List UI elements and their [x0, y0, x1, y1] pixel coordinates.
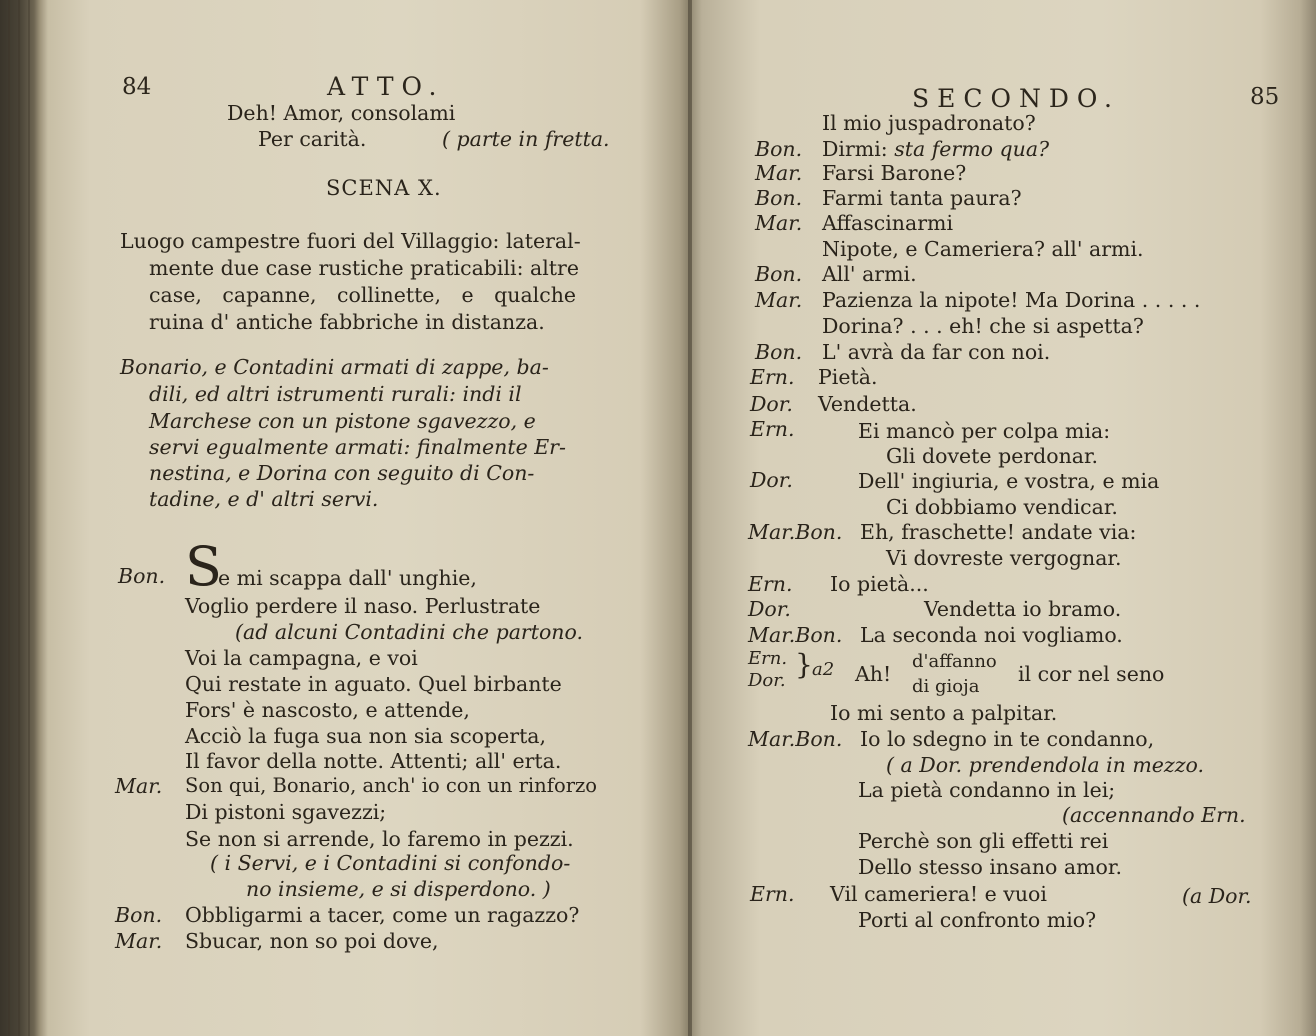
- stage-direction: (ad alcuni Contadini che partono.: [235, 620, 583, 644]
- speaker-label: Dor.: [750, 392, 793, 416]
- characters-line: servi egualmente armati: finalmente Er-: [149, 435, 566, 459]
- running-head: ATTO.: [327, 72, 445, 101]
- dialogue-line: Son qui, Bonario, anch' io con un rinforzo: [185, 774, 598, 797]
- speaker-label: Bon.: [755, 186, 803, 210]
- dialogue-line: Eh, fraschette! andate via:: [860, 520, 1137, 544]
- speaker-label: Bon.: [118, 564, 166, 588]
- dialogue-line: Gli dovete perdonar.: [886, 444, 1099, 468]
- stage-direction: (accennando Ern.: [1062, 803, 1246, 827]
- speaker-label: Ern.: [750, 417, 795, 441]
- speaker-label: Bon.: [755, 137, 803, 161]
- dialogue-line: Qui restate in aguato. Quel birbante: [185, 672, 562, 696]
- dialogue-line: e mi scappa dall' unghie,: [218, 566, 477, 590]
- stage-direction: ( i Servi, e i Contadini si confondo-: [210, 851, 571, 875]
- speaker-label: Bon.: [755, 340, 803, 364]
- dialogue-line: il cor nel seno: [1018, 662, 1165, 686]
- verse-line: Deh! Amor, consolami: [227, 101, 456, 125]
- a2-marker: a2: [812, 659, 835, 680]
- dialogue-line: Perchè son gli effetti rei: [858, 829, 1109, 853]
- speaker-label: Bon.: [115, 903, 163, 927]
- option-line: d'affanno: [912, 651, 997, 672]
- speaker-label: Mar.: [755, 211, 803, 235]
- dialogue-line: Dorina? . . . eh! che si aspetta?: [822, 314, 1144, 338]
- dialogue-line: Farsi Barone?: [822, 161, 967, 185]
- speaker-label: Bon.: [755, 262, 803, 286]
- dialogue-line: Vi dovreste vergognar.: [886, 546, 1122, 570]
- stage-direction: no insieme, e si disperdono. ): [246, 877, 551, 901]
- right-page: [700, 0, 1300, 1036]
- dialogue-line: All' armi.: [822, 262, 917, 286]
- drop-cap: S: [185, 535, 222, 598]
- dialogue-line: Io pietà...: [830, 572, 929, 596]
- brace-glyph: }: [795, 648, 813, 681]
- dialogue-line: Pazienza la nipote! Ma Dorina . . . . .: [822, 288, 1201, 312]
- setting-line: case, capanne, collinette, e qualche: [149, 283, 577, 307]
- running-head: SECONDO.: [912, 84, 1120, 113]
- dialogue-line: Vendetta.: [818, 392, 917, 416]
- speaker-label: Mar.: [115, 774, 163, 798]
- speaker-label: Mar.Bon.: [748, 623, 843, 647]
- speaker-label: Mar.Bon.: [748, 727, 843, 751]
- setting-line: ruina d' antiche fabbriche in distanza.: [149, 310, 545, 334]
- stage-direction: (a Dor.: [1182, 884, 1252, 908]
- dialogue-line: Dell' ingiuria, e vostra, e mia: [858, 469, 1160, 493]
- page-number: 84: [122, 74, 152, 100]
- speaker-label: Mar.: [755, 288, 803, 312]
- dialogue-line: Io lo sdegno in te condanno,: [860, 727, 1155, 751]
- speaker-label: Ern.: [750, 365, 795, 389]
- left-page: [40, 0, 680, 1036]
- speaker-label: Dor.: [748, 670, 786, 691]
- dialogue-line: Obbligarmi a tacer, come un ragazzo?: [185, 903, 580, 927]
- dialogue-line: Ah!: [855, 662, 892, 686]
- verse-line: Per carità.: [258, 127, 367, 151]
- characters-line: nestina, e Dorina con seguito di Con-: [149, 461, 535, 485]
- characters-line: Bonario, e Contadini armati di zappe, ba-: [120, 355, 549, 379]
- speaker-label: Ern.: [748, 572, 793, 596]
- page-edge: [8, 0, 10, 1036]
- dialogue-line: Se non si arrende, lo faremo in pezzi.: [185, 827, 574, 851]
- stage-direction: ( parte in fretta.: [442, 127, 610, 151]
- dialogue-line: Vil cameriera! e vuoi: [830, 882, 1047, 906]
- stage-direction: ( a Dor. prendendola in mezzo.: [886, 753, 1205, 777]
- dialogue-line: Vendetta io bramo.: [924, 597, 1122, 621]
- speaker-label: Ern.: [750, 882, 795, 906]
- characters-line: dili, ed altri istrumenti rurali: indi il: [149, 382, 522, 406]
- dialogue-line: Nipote, e Cameriera? all' armi.: [822, 237, 1144, 261]
- gutter: [688, 0, 692, 1036]
- characters-line: Marchese con un pistone sgavezzo, e: [149, 409, 536, 433]
- dialogue-line: Il favor della notte. Attenti; all' erta.: [185, 749, 562, 773]
- dialogue-line: Voglio perdere il naso. Perlustrate: [185, 594, 541, 618]
- speaker-label: Ern.: [748, 648, 788, 669]
- setting-line: mente due case rustiche praticabili: altre: [149, 256, 579, 280]
- dialogue-line: Ei mancò per colpa mia:: [858, 419, 1111, 443]
- speaker-label: Dor.: [748, 597, 791, 621]
- dialogue-line: Voi la campagna, e voi: [185, 646, 418, 670]
- speaker-label: Dor.: [750, 468, 793, 492]
- page-number: 85: [1250, 84, 1280, 110]
- dialogue-line: Acciò la fuga sua non sia scoperta,: [185, 724, 547, 748]
- dialogue-line: Pietà.: [818, 365, 878, 389]
- scene-title: SCENA X.: [326, 176, 442, 200]
- dialogue-line: Il mio juspadronato?: [822, 111, 1036, 135]
- dialogue-line: Sbucar, non so poi dove,: [185, 929, 439, 953]
- dialogue-line: Dirmi: sta fermo qua?: [822, 137, 1050, 161]
- dialogue-line: Di pistoni sgavezzi;: [185, 800, 387, 824]
- option-line: di gioja: [912, 676, 980, 697]
- speaker-label: Mar.Bon.: [748, 520, 843, 544]
- dialogue-line: Farmi tanta paura?: [822, 186, 1022, 210]
- dialogue-line: L' avrà da far con noi.: [822, 340, 1051, 364]
- dialogue-line: Ci dobbiamo vendicar.: [886, 495, 1118, 519]
- speaker-label: Mar.: [755, 161, 803, 185]
- page-edge: [28, 0, 30, 1036]
- dialogue-line: Dello stesso insano amor.: [858, 855, 1122, 879]
- characters-line: tadine, e d' altri servi.: [149, 487, 379, 511]
- dialogue-line: La pietà condanno in lei;: [858, 778, 1116, 802]
- dialogue-line: Porti al confronto mio?: [858, 908, 1097, 932]
- dialogue-line: Affascinarmi: [822, 211, 954, 235]
- page-edge: [18, 0, 20, 1036]
- speaker-label: Mar.: [115, 929, 163, 953]
- dialogue-line: Io mi sento a palpitar.: [830, 701, 1058, 725]
- setting-line: Luogo campestre fuori del Villaggio: lateral-: [120, 229, 581, 253]
- dialogue-line: Fors' è nascosto, e attende,: [185, 698, 470, 722]
- dialogue-line: La seconda noi vogliamo.: [860, 623, 1123, 647]
